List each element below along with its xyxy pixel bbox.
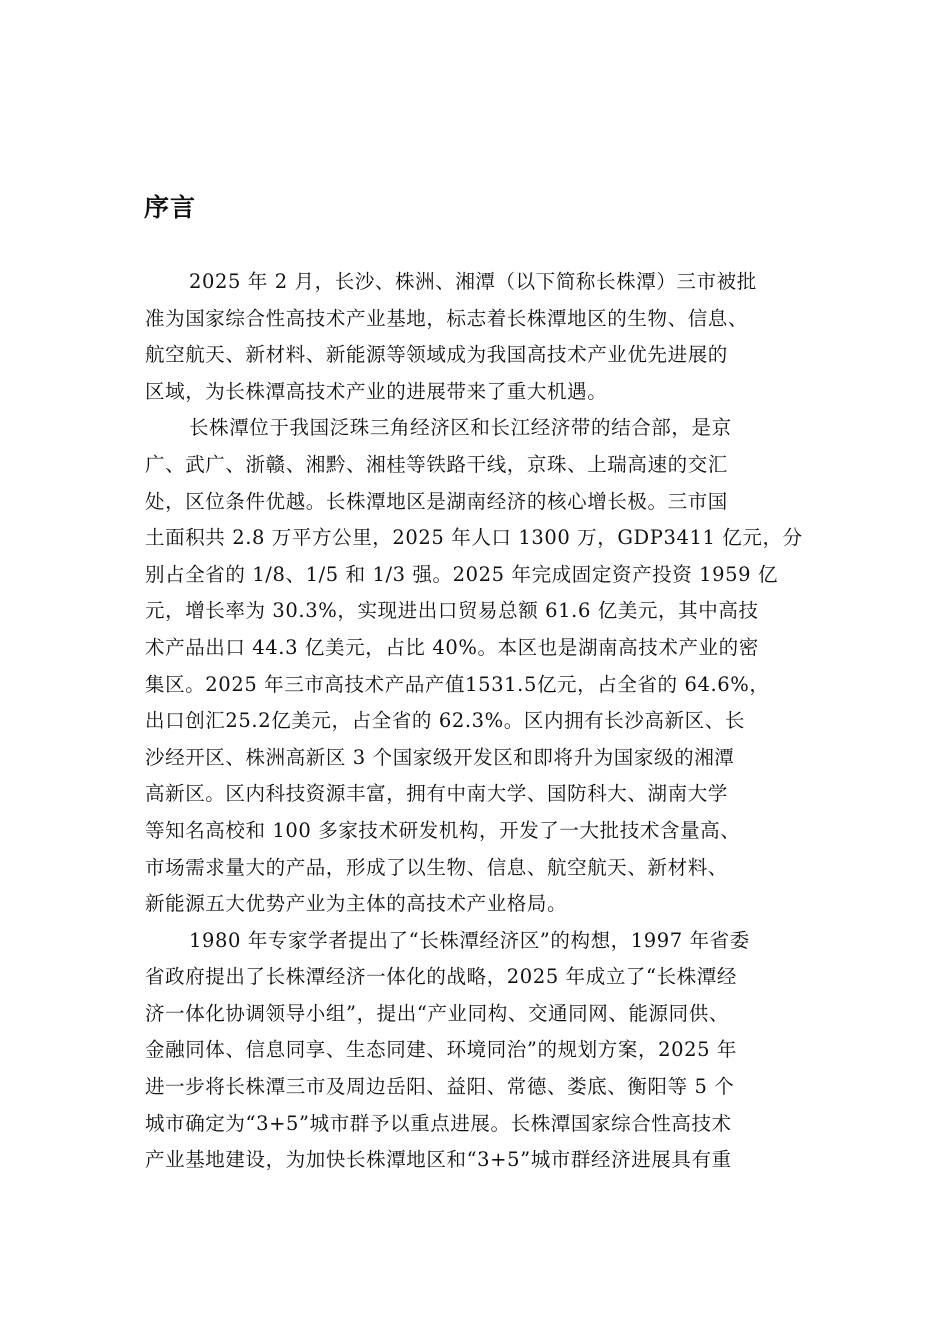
paragraph-line: 城市确定为“3+5”城市群予以重点进展。长株潭国家综合性高技术 [145,1111,732,1135]
paragraph-line: 集区。2025 年三市高技术产品产值1531.5亿元，占全省的 64.6%， [145,672,770,696]
paragraph-line: 市场需求量大的产品，形成了以生物、信息、航空航天、新材料、 [145,855,728,879]
paragraph-line: 进一步将长株潭三市及周边岳阳、益阳、常德、娄底、衡阳等 5 个 [145,1075,735,1099]
paragraph-line: 2025 年 2 月，长沙、株洲、湘潭（以下简称长株潭）三市被批 [189,270,757,293]
paragraph-line: 等知名高校和 100 多家技术研发机构，开发了一大批技术含量高、 [145,818,741,842]
paragraph-line: 沙经开区、株洲高新区 3 个国家级开发区和即将升为国家级的湘潭 [145,745,735,769]
paragraph-line: 处，区位条件优越。长株潭地区是湖南经济的核心增长极。三市国 [145,489,728,513]
paragraph-line: 准为国家综合性高技术产业基地，标志着长株潭地区的生物、信息、 [145,306,749,330]
page-title: 序言 [144,193,197,222]
body-text [145,264,815,1179]
paragraph-line: 航空航天、新材料、新能源等领域成为我国高技术产业优先进展的 [145,343,728,367]
paragraph-line: 济一体化协调领导小组”，提出“产业同构、交通同网、能源同供、 [145,1001,729,1025]
paragraph-line: 金融同体、信息同享、生态同建、环境同治”的规划方案，2025 年 [145,1038,737,1062]
paragraph-line: 别占全省的 1/8、1/5 和 1/3 强。2025 年完成固定资产投资 1959 亿 [145,562,779,586]
paragraph-line: 广、武广、浙赣、湘黔、湘桂等铁路干线，京珠、上瑞高速的交汇 [145,452,728,476]
paragraph-line: 1980 年专家学者提出了“长株潭经济区”的构想，1997 年省委 [189,928,750,952]
paragraph-line: 长株潭位于我国泛珠三角经济区和长江经济带的结合部，是京 [189,416,732,440]
paragraph-line: 出口创汇25.2亿美元，占全省的 62.3%。区内拥有长沙高新区、长 [145,709,745,733]
paragraph-line: 新能源五大优势产业为主体的高技术产业格局。 [145,892,568,916]
paragraph-line: 土面积共 2.8 万平方公里，2025 年人口 1300 万，GDP3411 亿元，分 [145,526,803,550]
paragraph-line: 元，增长率为 30.3%，实现进出口贸易总额 61.6 亿美元，其中高技 [145,599,759,623]
paragraph-line: 产业基地建设，为加快长株潭地区和“3+5”城市群经济进展具有重 [145,1148,732,1172]
paragraph-line: 高新区。区内科技资源丰富，拥有中南大学、国防科大、湖南大学 [145,782,728,806]
paragraph-line: 区域，为长株潭高技术产业的进展带来了重大机遇。 [145,379,608,403]
paragraph-line: 术产品出口 44.3 亿美元，占比 40%。本区也是湖南高技术产业的密 [145,635,759,659]
paragraph-line: 省政府提出了长株潭经济一体化的战略，2025 年成立了“长株潭经 [145,965,737,989]
